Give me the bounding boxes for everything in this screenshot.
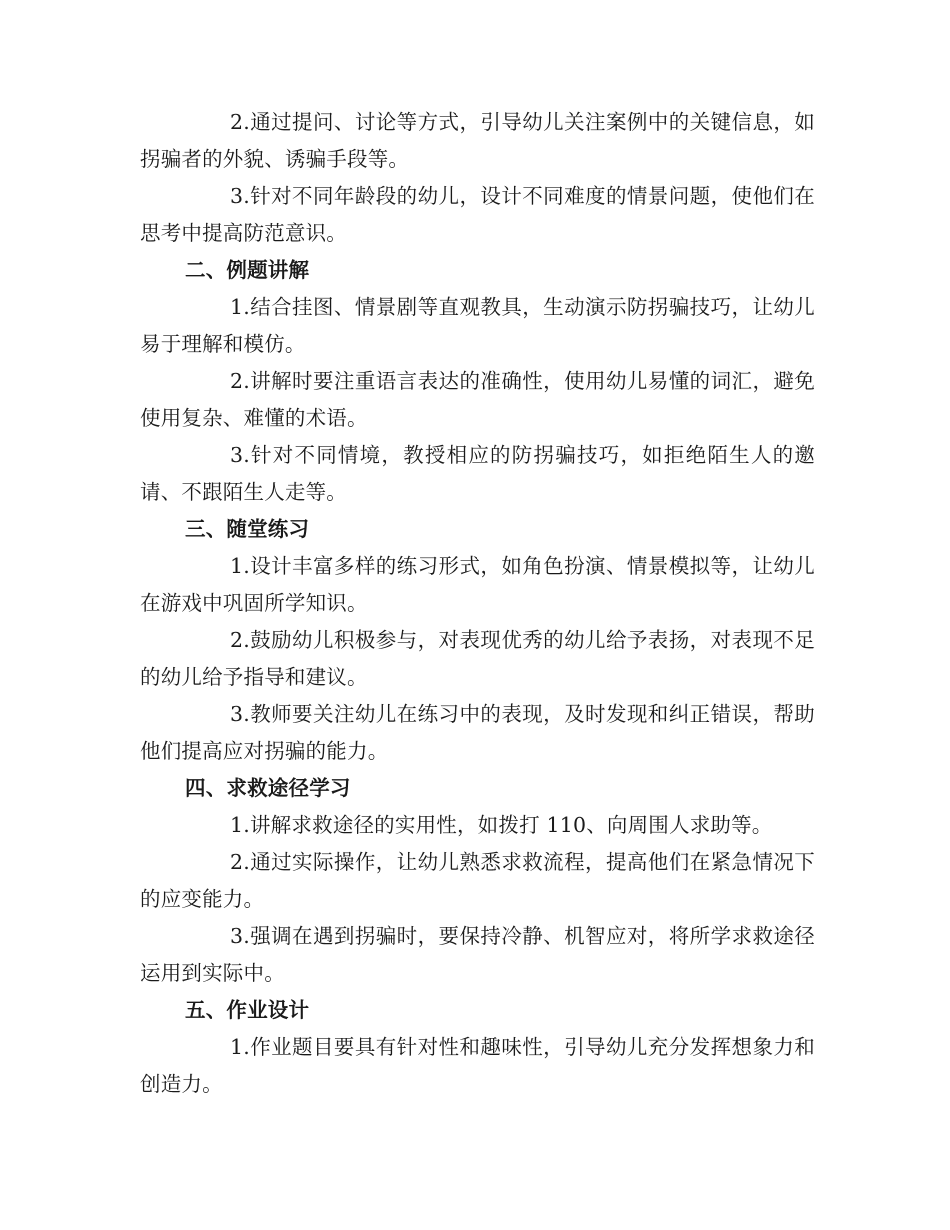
item-number: 2. [230, 850, 250, 874]
item-number: 2. [230, 628, 250, 652]
section-heading: 三、随堂练习 [185, 517, 310, 541]
item-number: 2. [230, 110, 250, 134]
list-item [140, 696, 815, 770]
section-practice [140, 511, 815, 770]
item-number: 2. [230, 369, 250, 393]
item-text: 讲解求救途径的实用性，如拨打 110、向周围人求助等。 [249, 813, 773, 837]
list-item [140, 807, 815, 844]
intro-item-2 [140, 104, 815, 178]
list-item [140, 844, 815, 918]
section-heading: 二、例题讲解 [185, 258, 310, 282]
item-text: 强调在遇到拐骗时，要保持冷静、机智应对，将所学求救途径运用到实际中。 [140, 924, 815, 985]
item-number: 1. [230, 295, 250, 319]
section-heading: 五、作业设计 [185, 998, 310, 1022]
list-item [140, 437, 815, 511]
item-text: 鼓励幼儿积极参与，对表现优秀的幼儿给予表扬，对表现不足的幼儿给予指导和建议。 [140, 628, 815, 689]
list-item [140, 622, 815, 696]
item-number: 3. [230, 184, 250, 208]
item-text: 通过提问、讨论等方式，引导幼儿关注案例中的关键信息，如拐骗者的外貌、诱骗手段等。 [140, 110, 815, 171]
list-item [140, 1029, 815, 1103]
item-number: 3. [230, 443, 250, 467]
section-help-routes [140, 770, 815, 992]
list-item [140, 548, 815, 622]
item-number: 1. [230, 813, 250, 837]
document-page [140, 104, 815, 1103]
section-heading: 四、求救途径学习 [185, 776, 351, 800]
item-text: 讲解时要注重语言表达的准确性，使用幼儿易懂的词汇，避免使用复杂、难懂的术语。 [140, 369, 815, 430]
item-number: 1. [230, 554, 250, 578]
item-number: 3. [230, 924, 250, 948]
item-text: 结合挂图、情景剧等直观教具，生动演示防拐骗技巧，让幼儿易于理解和模仿。 [140, 295, 815, 356]
item-text: 设计丰富多样的练习形式，如角色扮演、情景模拟等，让幼儿在游戏中巩固所学知识。 [140, 554, 815, 615]
item-text: 针对不同年龄段的幼儿，设计不同难度的情景问题，使他们在思考中提高防范意识。 [140, 184, 815, 245]
item-number: 3. [230, 702, 250, 726]
item-text: 作业题目要具有针对性和趣味性，引导幼儿充分发挥想象力和创造力。 [140, 1035, 815, 1096]
intro-item-3 [140, 178, 815, 252]
section-homework [140, 992, 815, 1103]
item-text: 针对不同情境，教授相应的防拐骗技巧，如拒绝陌生人的邀请、不跟陌生人走等。 [140, 443, 815, 504]
section-examples [140, 252, 815, 511]
list-item [140, 289, 815, 363]
item-text: 教师要关注幼儿在练习中的表现，及时发现和纠正错误，帮助他们提高应对拐骗的能力。 [140, 702, 815, 763]
item-text: 通过实际操作，让幼儿熟悉求救流程，提高他们在紧急情况下的应变能力。 [140, 850, 815, 911]
list-item [140, 363, 815, 437]
list-item [140, 918, 815, 992]
intro-section [140, 104, 815, 252]
item-number: 1. [230, 1035, 250, 1059]
